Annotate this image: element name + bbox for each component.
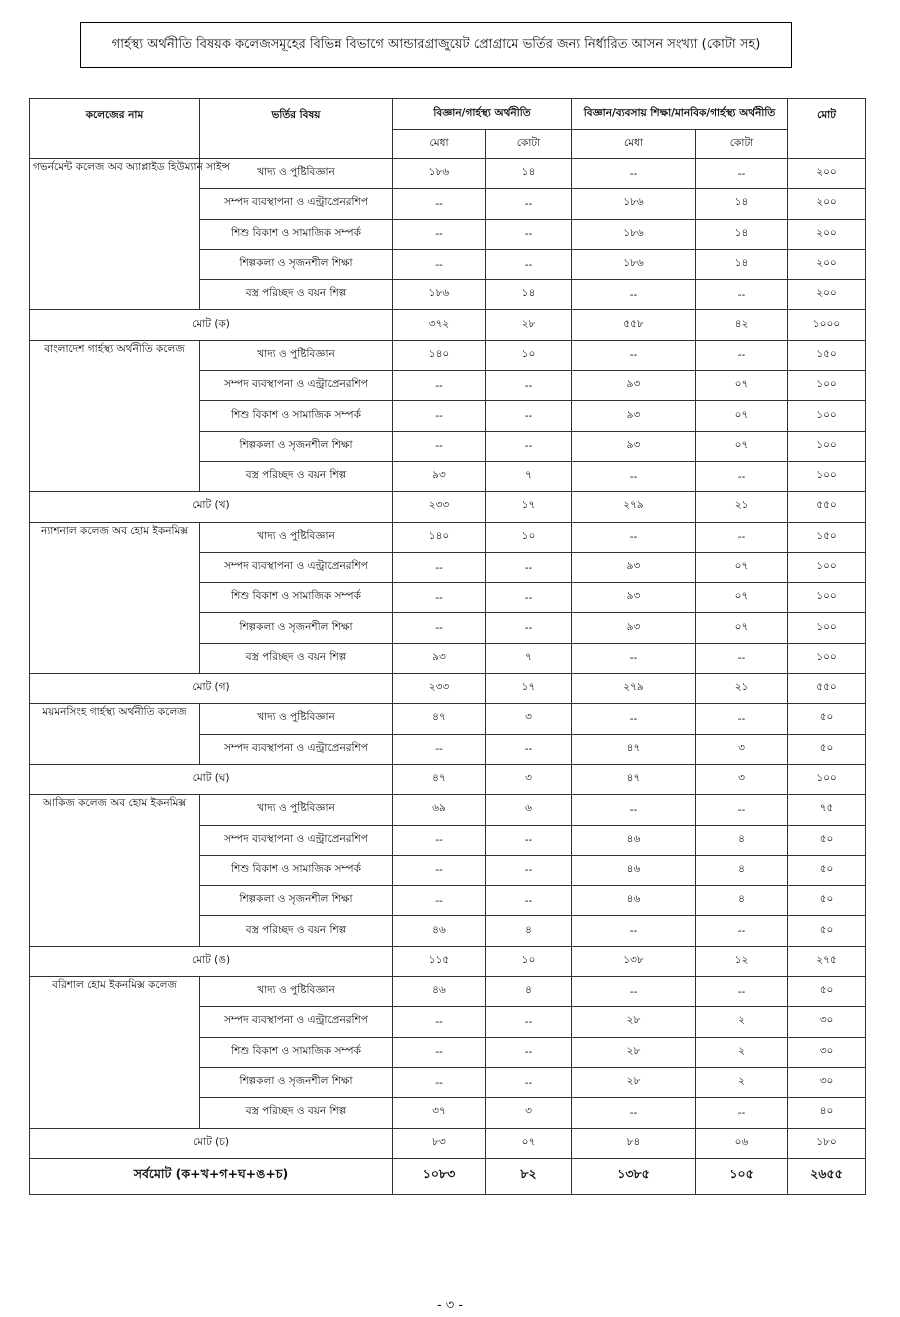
subject-cell: শিল্পকলা ও সৃজনশীল শিক্ষা bbox=[200, 1067, 393, 1097]
all-quota-cell: ৪ bbox=[696, 855, 788, 885]
college-name: বাংলাদেশ গার্হস্থ্য অর্থনীতি কলেজ bbox=[30, 340, 200, 491]
science-merit-total-cell: ২৩৩ bbox=[393, 492, 486, 522]
science-quota-total-cell: ১৭ bbox=[486, 492, 572, 522]
header-subject: ভর্তির বিষয় bbox=[200, 99, 393, 159]
science-quota-total-cell: ০৭ bbox=[486, 1128, 572, 1158]
subject-cell: খাদ্য ও পুষ্টিবিজ্ঞান bbox=[200, 340, 393, 370]
college-name: ময়মনসিংহ গার্হস্থ্য অর্থনীতি কলেজ bbox=[30, 704, 200, 765]
all-merit-cell: ৪৬ bbox=[572, 825, 696, 855]
subject-cell: শিশু বিকাশ ও সামাজিক সম্পর্ক bbox=[200, 219, 393, 249]
all-quota-total-cell: ৪২ bbox=[696, 310, 788, 340]
subject-cell: বস্ত্র পরিচ্ছদ ও বয়ন শিল্প bbox=[200, 643, 393, 673]
subject-cell: খাদ্য ও পুষ্টিবিজ্ঞান bbox=[200, 704, 393, 734]
subject-cell: শিল্পকলা ও সৃজনশীল শিক্ষা bbox=[200, 431, 393, 461]
subject-cell: সম্পদ ব্যবস্থাপনা ও এন্ট্রাপ্রেনরশিপ bbox=[200, 825, 393, 855]
science-quota-grand-total-cell: ৮২ bbox=[486, 1158, 572, 1194]
grand-total-label: সর্বমোট (ক+খ+গ+ঘ+ঙ+চ) bbox=[30, 1158, 393, 1194]
all-merit-cell: -- bbox=[572, 795, 696, 825]
total-cell: ১৫০ bbox=[788, 340, 866, 370]
science-quota-total-cell: ৩ bbox=[486, 764, 572, 794]
science-quota-cell: ৩ bbox=[486, 1098, 572, 1128]
total-total-cell: ১৮০ bbox=[788, 1128, 866, 1158]
all-merit-cell: ১৮৬ bbox=[572, 189, 696, 219]
total-cell: ২০০ bbox=[788, 189, 866, 219]
total-cell: ৭৫ bbox=[788, 795, 866, 825]
subject-cell: সম্পদ ব্যবস্থাপনা ও এন্ট্রাপ্রেনরশিপ bbox=[200, 371, 393, 401]
all-merit-cell: -- bbox=[572, 704, 696, 734]
all-merit-cell: ২৮ bbox=[572, 1037, 696, 1067]
total-label: মোট (ঘ) bbox=[30, 764, 393, 794]
total-cell: ১০০ bbox=[788, 461, 866, 491]
all-merit-total-cell: ১৩৮ bbox=[572, 946, 696, 976]
science-merit-cell: -- bbox=[393, 613, 486, 643]
science-merit-total-cell: ২৩৩ bbox=[393, 674, 486, 704]
science-merit-cell: ৬৯ bbox=[393, 795, 486, 825]
table-row bbox=[30, 522, 866, 552]
science-quota-cell: -- bbox=[486, 189, 572, 219]
header-total: মোট bbox=[788, 99, 866, 159]
science-merit-cell: ৪৬ bbox=[393, 977, 486, 1007]
science-merit-cell: -- bbox=[393, 1067, 486, 1097]
all-merit-cell: -- bbox=[572, 916, 696, 946]
subject-cell: খাদ্য ও পুষ্টিবিজ্ঞান bbox=[200, 977, 393, 1007]
all-merit-total-cell: ৮৪ bbox=[572, 1128, 696, 1158]
science-merit-cell: -- bbox=[393, 1007, 486, 1037]
college-total-row bbox=[30, 310, 866, 340]
science-merit-cell: ৩৭ bbox=[393, 1098, 486, 1128]
all-merit-cell: -- bbox=[572, 159, 696, 189]
document-title: গার্হস্থ্য অর্থনীতি বিষয়ক কলেজসমূহের বিভিন্ন বিভাগে আন্ডারগ্রাজুয়েট প্রোগ্রামে ভর্তির জন্য নির্ধারিত আসন সংখ্যা (কোটা সহ) bbox=[80, 22, 792, 68]
total-label: মোট (ক) bbox=[30, 310, 393, 340]
college-name: আকিজ কলেজ অব হোম ইকনমিক্স bbox=[30, 795, 200, 946]
total-cell: ৫০ bbox=[788, 855, 866, 885]
college-name: গভর্নমেন্ট কলেজ অব অ্যাপ্লাইড হিউম্যান সাইন্স bbox=[30, 159, 200, 310]
subject-cell: শিশু বিকাশ ও সামাজিক সম্পর্ক bbox=[200, 401, 393, 431]
all-quota-grand-total-cell: ১০৫ bbox=[696, 1158, 788, 1194]
all-quota-cell: ১৪ bbox=[696, 219, 788, 249]
all-quota-cell: ২ bbox=[696, 1037, 788, 1067]
total-cell: ৫০ bbox=[788, 886, 866, 916]
total-cell: ৫০ bbox=[788, 734, 866, 764]
all-quota-cell: ০৭ bbox=[696, 401, 788, 431]
science-quota-cell: -- bbox=[486, 734, 572, 764]
subject-cell: সম্পদ ব্যবস্থাপনা ও এন্ট্রাপ্রেনরশিপ bbox=[200, 734, 393, 764]
total-cell: ২০০ bbox=[788, 219, 866, 249]
science-merit-total-cell: ৩৭২ bbox=[393, 310, 486, 340]
all-quota-cell: ০৭ bbox=[696, 371, 788, 401]
college-total-row bbox=[30, 492, 866, 522]
all-quota-cell: -- bbox=[696, 159, 788, 189]
all-quota-cell: ৪ bbox=[696, 886, 788, 916]
all-quota-cell: ০৭ bbox=[696, 613, 788, 643]
all-merit-cell: -- bbox=[572, 280, 696, 310]
subject-cell: খাদ্য ও পুষ্টিবিজ্ঞান bbox=[200, 522, 393, 552]
science-merit-cell: -- bbox=[393, 583, 486, 613]
all-quota-cell: -- bbox=[696, 1098, 788, 1128]
all-quota-cell: ০৭ bbox=[696, 431, 788, 461]
all-quota-cell: -- bbox=[696, 977, 788, 1007]
science-merit-cell: -- bbox=[393, 1037, 486, 1067]
all-merit-cell: ৯৩ bbox=[572, 431, 696, 461]
grand-total-row bbox=[30, 1158, 866, 1194]
all-quota-cell: -- bbox=[696, 280, 788, 310]
all-quota-cell: -- bbox=[696, 795, 788, 825]
all-merit-cell: ৪৬ bbox=[572, 886, 696, 916]
header-merit-2: মেধা bbox=[572, 130, 696, 159]
total-cell: ১০০ bbox=[788, 643, 866, 673]
science-merit-cell: ৪৬ bbox=[393, 916, 486, 946]
table-row bbox=[30, 159, 866, 189]
science-merit-cell: ৪৭ bbox=[393, 704, 486, 734]
all-merit-cell: ৯৩ bbox=[572, 583, 696, 613]
all-quota-cell: ০৭ bbox=[696, 552, 788, 582]
science-merit-cell: -- bbox=[393, 855, 486, 885]
all-merit-cell: -- bbox=[572, 461, 696, 491]
science-merit-cell: ৯৩ bbox=[393, 461, 486, 491]
all-quota-cell: ৪ bbox=[696, 825, 788, 855]
all-merit-cell: ৪৭ bbox=[572, 734, 696, 764]
all-merit-cell: -- bbox=[572, 522, 696, 552]
all-merit-total-cell: ৫৫৮ bbox=[572, 310, 696, 340]
header-group-science-home-economics: বিজ্ঞান/গার্হস্থ্য অর্থনীতি bbox=[393, 99, 572, 130]
all-quota-cell: -- bbox=[696, 704, 788, 734]
total-cell: ২০০ bbox=[788, 280, 866, 310]
science-quota-cell: -- bbox=[486, 371, 572, 401]
all-merit-grand-total-cell: ১৩৮৫ bbox=[572, 1158, 696, 1194]
total-cell: ১০০ bbox=[788, 613, 866, 643]
all-quota-cell: -- bbox=[696, 522, 788, 552]
subject-cell: শিল্পকলা ও সৃজনশীল শিক্ষা bbox=[200, 249, 393, 279]
subject-cell: সম্পদ ব্যবস্থাপনা ও এন্ট্রাপ্রেনরশিপ bbox=[200, 552, 393, 582]
college-total-row bbox=[30, 764, 866, 794]
all-quota-total-cell: ১২ bbox=[696, 946, 788, 976]
header-quota-1: কোটা bbox=[486, 130, 572, 159]
all-quota-cell: -- bbox=[696, 340, 788, 370]
total-total-cell: ২৭৫ bbox=[788, 946, 866, 976]
total-cell: ৫০ bbox=[788, 916, 866, 946]
total-cell: ৫০ bbox=[788, 977, 866, 1007]
science-quota-cell: ১৪ bbox=[486, 159, 572, 189]
subject-cell: শিশু বিকাশ ও সামাজিক সম্পর্ক bbox=[200, 855, 393, 885]
science-quota-cell: -- bbox=[486, 613, 572, 643]
subject-cell: বস্ত্র পরিচ্ছদ ও বয়ন শিল্প bbox=[200, 1098, 393, 1128]
science-quota-cell: -- bbox=[486, 1037, 572, 1067]
college-total-row bbox=[30, 1128, 866, 1158]
total-grand-total-cell: ২৬৫৫ bbox=[788, 1158, 866, 1194]
all-merit-cell: ৯৩ bbox=[572, 371, 696, 401]
science-merit-total-cell: ৪৭ bbox=[393, 764, 486, 794]
all-quota-total-cell: ০৬ bbox=[696, 1128, 788, 1158]
science-merit-cell: -- bbox=[393, 431, 486, 461]
science-merit-cell: -- bbox=[393, 189, 486, 219]
subject-cell: শিশু বিকাশ ও সামাজিক সম্পর্ক bbox=[200, 1037, 393, 1067]
table-row bbox=[30, 795, 866, 825]
all-merit-cell: -- bbox=[572, 340, 696, 370]
subject-cell: সম্পদ ব্যবস্থাপনা ও এন্ট্রাপ্রেনরশিপ bbox=[200, 1007, 393, 1037]
all-merit-cell: ৪৬ bbox=[572, 855, 696, 885]
science-quota-cell: -- bbox=[486, 1067, 572, 1097]
science-merit-cell: -- bbox=[393, 371, 486, 401]
total-cell: ৫০ bbox=[788, 825, 866, 855]
science-merit-total-cell: ৮৩ bbox=[393, 1128, 486, 1158]
science-merit-cell: -- bbox=[393, 219, 486, 249]
science-merit-cell: -- bbox=[393, 886, 486, 916]
science-quota-cell: -- bbox=[486, 401, 572, 431]
all-merit-cell: -- bbox=[572, 1098, 696, 1128]
science-quota-cell: -- bbox=[486, 886, 572, 916]
all-quota-cell: ১৪ bbox=[696, 189, 788, 219]
subject-cell: খাদ্য ও পুষ্টিবিজ্ঞান bbox=[200, 795, 393, 825]
science-merit-cell: -- bbox=[393, 552, 486, 582]
science-merit-cell: ৯৩ bbox=[393, 643, 486, 673]
total-total-cell: ১০০০ bbox=[788, 310, 866, 340]
header-row bbox=[30, 99, 866, 130]
science-merit-total-cell: ১১৫ bbox=[393, 946, 486, 976]
all-quota-total-cell: ২১ bbox=[696, 492, 788, 522]
all-quota-cell: -- bbox=[696, 643, 788, 673]
total-cell: ৩০ bbox=[788, 1067, 866, 1097]
total-label: মোট (চ) bbox=[30, 1128, 393, 1158]
science-merit-cell: ১৪০ bbox=[393, 340, 486, 370]
subject-cell: খাদ্য ও পুষ্টিবিজ্ঞান bbox=[200, 159, 393, 189]
header-quota-2: কোটা bbox=[696, 130, 788, 159]
all-merit-cell: ১৮৬ bbox=[572, 219, 696, 249]
total-label: মোট (গ) bbox=[30, 674, 393, 704]
science-quota-cell: -- bbox=[486, 431, 572, 461]
all-quota-cell: ৩ bbox=[696, 734, 788, 764]
science-quota-cell: -- bbox=[486, 825, 572, 855]
total-label: মোট (খ) bbox=[30, 492, 393, 522]
all-merit-cell: -- bbox=[572, 977, 696, 1007]
all-merit-cell: -- bbox=[572, 643, 696, 673]
table-row bbox=[30, 704, 866, 734]
table-row bbox=[30, 340, 866, 370]
table-body bbox=[30, 159, 866, 1195]
all-quota-total-cell: ৩ bbox=[696, 764, 788, 794]
subject-cell: বস্ত্র পরিচ্ছদ ও বয়ন শিল্প bbox=[200, 280, 393, 310]
science-merit-cell: -- bbox=[393, 401, 486, 431]
college-name: বরিশাল হোম ইকনমিক্স কলেজ bbox=[30, 977, 200, 1128]
science-quota-cell: ৭ bbox=[486, 643, 572, 673]
science-quota-cell: ৭ bbox=[486, 461, 572, 491]
science-quota-cell: -- bbox=[486, 552, 572, 582]
total-cell: ১০০ bbox=[788, 583, 866, 613]
science-quota-total-cell: ১৭ bbox=[486, 674, 572, 704]
science-merit-cell: ১৮৬ bbox=[393, 159, 486, 189]
science-merit-cell: -- bbox=[393, 249, 486, 279]
subject-cell: বস্ত্র পরিচ্ছদ ও বয়ন শিল্প bbox=[200, 916, 393, 946]
total-cell: ৩০ bbox=[788, 1037, 866, 1067]
all-merit-total-cell: ২৭৯ bbox=[572, 492, 696, 522]
seat-table bbox=[29, 98, 866, 1195]
total-cell: ১০০ bbox=[788, 401, 866, 431]
science-quota-cell: -- bbox=[486, 855, 572, 885]
college-total-row bbox=[30, 674, 866, 704]
all-merit-total-cell: ২৭৯ bbox=[572, 674, 696, 704]
total-cell: ১০০ bbox=[788, 552, 866, 582]
college-name: ন্যাশনাল কলেজ অব হোম ইকনমিক্স bbox=[30, 522, 200, 673]
all-quota-total-cell: ২১ bbox=[696, 674, 788, 704]
page-number: - ৩ - bbox=[436, 1298, 464, 1313]
all-merit-cell: ৯৩ bbox=[572, 552, 696, 582]
total-cell: ১৫০ bbox=[788, 522, 866, 552]
total-label: মোট (ঙ) bbox=[30, 946, 393, 976]
header-group-all-streams: বিজ্ঞান/ব্যবসায় শিক্ষা/মানবিক/গার্হস্থ্য অর্থনীতি bbox=[572, 99, 788, 130]
all-merit-cell: ৯৩ bbox=[572, 401, 696, 431]
science-merit-cell: -- bbox=[393, 734, 486, 764]
total-total-cell: ৫৫০ bbox=[788, 492, 866, 522]
science-quota-cell: -- bbox=[486, 1007, 572, 1037]
subject-cell: বস্ত্র পরিচ্ছদ ও বয়ন শিল্প bbox=[200, 461, 393, 491]
total-cell: ২০০ bbox=[788, 159, 866, 189]
subject-cell: সম্পদ ব্যবস্থাপনা ও এন্ট্রাপ্রেনরশিপ bbox=[200, 189, 393, 219]
science-quota-cell: ৩ bbox=[486, 704, 572, 734]
science-merit-cell: ১৮৬ bbox=[393, 280, 486, 310]
all-merit-cell: ১৮৬ bbox=[572, 249, 696, 279]
total-cell: ১০০ bbox=[788, 431, 866, 461]
college-total-row bbox=[30, 946, 866, 976]
all-merit-cell: ২৮ bbox=[572, 1067, 696, 1097]
all-quota-cell: ০৭ bbox=[696, 583, 788, 613]
total-cell: ৫০ bbox=[788, 704, 866, 734]
total-total-cell: ৫৫০ bbox=[788, 674, 866, 704]
science-quota-total-cell: ১০ bbox=[486, 946, 572, 976]
all-merit-cell: ২৮ bbox=[572, 1007, 696, 1037]
all-merit-cell: ৯৩ bbox=[572, 613, 696, 643]
all-quota-cell: -- bbox=[696, 916, 788, 946]
table-row bbox=[30, 977, 866, 1007]
science-quota-total-cell: ২৮ bbox=[486, 310, 572, 340]
total-cell: ৪০ bbox=[788, 1098, 866, 1128]
science-quota-cell: ১৪ bbox=[486, 280, 572, 310]
all-merit-total-cell: ৪৭ bbox=[572, 764, 696, 794]
header-college: কলেজের নাম bbox=[30, 99, 200, 159]
subject-cell: শিশু বিকাশ ও সামাজিক সম্পর্ক bbox=[200, 583, 393, 613]
science-quota-cell: ১০ bbox=[486, 340, 572, 370]
all-quota-cell: ২ bbox=[696, 1067, 788, 1097]
science-quota-cell: ৪ bbox=[486, 977, 572, 1007]
all-quota-cell: -- bbox=[696, 461, 788, 491]
total-cell: ২০০ bbox=[788, 249, 866, 279]
science-quota-cell: -- bbox=[486, 583, 572, 613]
science-merit-cell: -- bbox=[393, 825, 486, 855]
science-merit-cell: ১৪০ bbox=[393, 522, 486, 552]
all-quota-cell: ২ bbox=[696, 1007, 788, 1037]
science-quota-cell: -- bbox=[486, 249, 572, 279]
subject-cell: শিল্পকলা ও সৃজনশীল শিক্ষা bbox=[200, 886, 393, 916]
subject-cell: শিল্পকলা ও সৃজনশীল শিক্ষা bbox=[200, 613, 393, 643]
total-total-cell: ১০০ bbox=[788, 764, 866, 794]
all-quota-cell: ১৪ bbox=[696, 249, 788, 279]
header-merit-1: মেধা bbox=[393, 130, 486, 159]
total-cell: ৩০ bbox=[788, 1007, 866, 1037]
science-merit-grand-total-cell: ১০৮৩ bbox=[393, 1158, 486, 1194]
science-quota-cell: ১০ bbox=[486, 522, 572, 552]
science-quota-cell: ৪ bbox=[486, 916, 572, 946]
science-quota-cell: -- bbox=[486, 219, 572, 249]
science-quota-cell: ৬ bbox=[486, 795, 572, 825]
total-cell: ১০০ bbox=[788, 371, 866, 401]
